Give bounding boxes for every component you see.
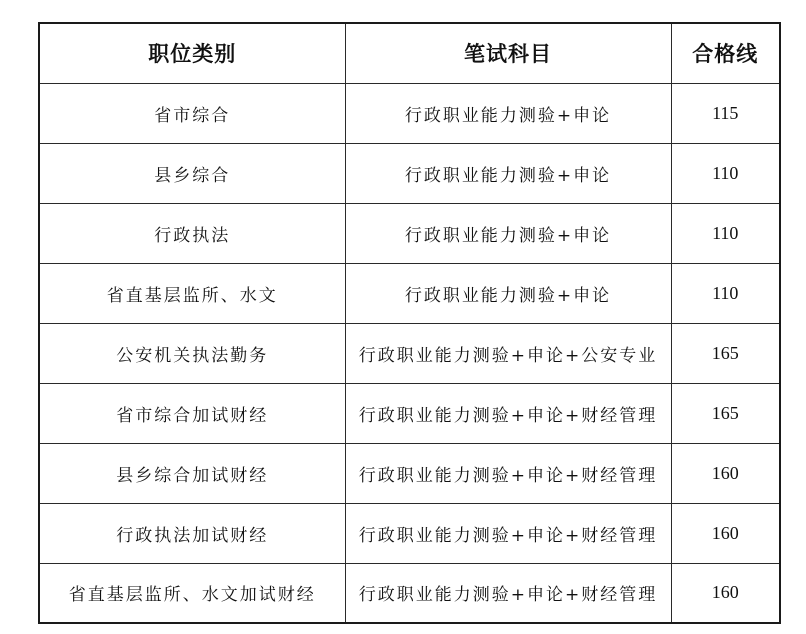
cell-category: 省市综合加试财经 — [39, 383, 345, 443]
header-subjects: 笔试科目 — [345, 23, 671, 83]
cell-category: 公安机关执法勤务 — [39, 323, 345, 383]
table-row — [39, 143, 780, 203]
cell-category: 行政执法 — [39, 203, 345, 263]
table-row — [39, 83, 780, 143]
cell-passing-line: 110 — [671, 263, 780, 323]
passing-score-table — [38, 22, 781, 624]
cell-category: 县乡综合 — [39, 143, 345, 203]
cell-passing-line: 160 — [671, 443, 780, 503]
cell-subjects: 行政职业能力测验+申论+财经管理 — [345, 563, 671, 623]
header-passing-line: 合格线 — [671, 23, 780, 83]
cell-subjects: 行政职业能力测验+申论 — [345, 143, 671, 203]
cell-category: 省直基层监所、水文 — [39, 263, 345, 323]
cell-category: 县乡综合加试财经 — [39, 443, 345, 503]
cell-subjects: 行政职业能力测验+申论+财经管理 — [345, 383, 671, 443]
cell-subjects: 行政职业能力测验+申论 — [345, 203, 671, 263]
cell-category: 省直基层监所、水文加试财经 — [39, 563, 345, 623]
table-row — [39, 563, 780, 623]
table-row — [39, 263, 780, 323]
cell-passing-line: 160 — [671, 563, 780, 623]
cell-passing-line: 160 — [671, 503, 780, 563]
cell-category: 行政执法加试财经 — [39, 503, 345, 563]
cell-subjects: 行政职业能力测验+申论+财经管理 — [345, 503, 671, 563]
cell-passing-line: 165 — [671, 383, 780, 443]
cell-subjects: 行政职业能力测验+申论+公安专业 — [345, 323, 671, 383]
table-row — [39, 443, 780, 503]
table-row — [39, 503, 780, 563]
cell-passing-line: 110 — [671, 143, 780, 203]
cell-subjects: 行政职业能力测验+申论 — [345, 83, 671, 143]
table-row — [39, 383, 780, 443]
cell-subjects: 行政职业能力测验+申论+财经管理 — [345, 443, 671, 503]
cell-category: 省市综合 — [39, 83, 345, 143]
header-category: 职位类别 — [39, 23, 345, 83]
table-row — [39, 323, 780, 383]
cell-passing-line: 110 — [671, 203, 780, 263]
cell-subjects: 行政职业能力测验+申论 — [345, 263, 671, 323]
cell-passing-line: 115 — [671, 83, 780, 143]
table-row — [39, 203, 780, 263]
table-header-row — [39, 23, 780, 83]
cell-passing-line: 165 — [671, 323, 780, 383]
score-table-container — [38, 22, 781, 624]
